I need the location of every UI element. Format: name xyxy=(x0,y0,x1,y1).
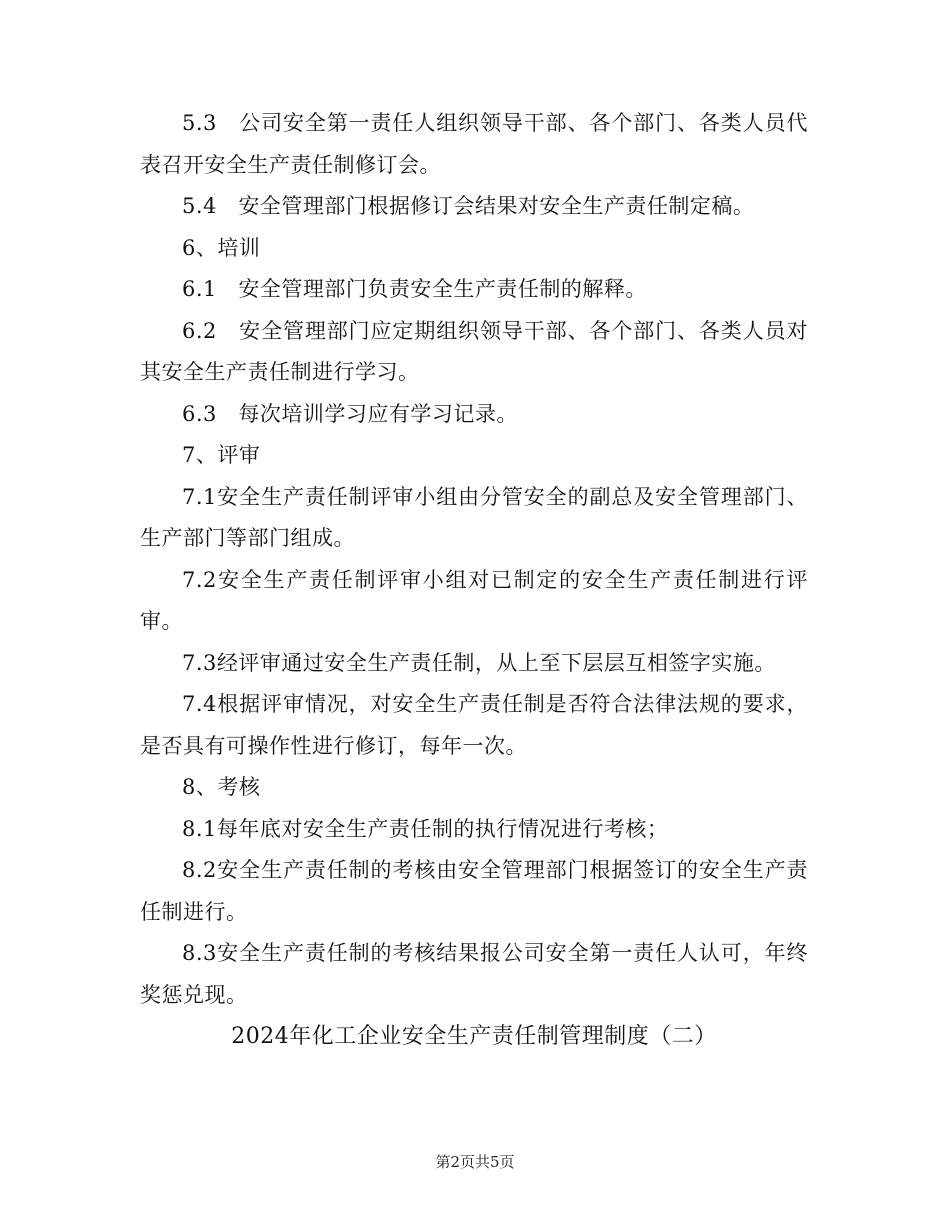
paragraph-7-2: 7.2安全生产责任制评审小组对已制定的安全生产责任制进行评审。 xyxy=(140,567,808,633)
section-title: 2024年化工企业安全生产责任制管理制度（二） xyxy=(231,1024,717,1049)
paragraph-6-3: 6.3 每次培训学习应有学习记录。 xyxy=(182,401,518,426)
heading-training: 6、培训 xyxy=(182,235,261,260)
paragraph-7-1: 7.1安全生产责任制评审小组由分管安全的副总及安全管理部门、生产部门等部门组成。 xyxy=(140,484,808,550)
paragraph-8-2: 8.2安全生产责任制的考核由安全管理部门根据签订的安全生产责任制进行。 xyxy=(140,858,808,924)
page-indicator: 第2页共5页 xyxy=(435,1153,515,1171)
paragraph-8-3: 8.3安全生产责任制的考核结果报公司安全第一责任人认可，年终奖惩兑现。 xyxy=(140,941,808,1007)
paragraph-5-4: 5.4 安全管理部门根据修订会结果对安全生产责任制定稿。 xyxy=(182,194,755,218)
heading-review: 7、评审 xyxy=(182,443,261,467)
heading-assessment: 8、考核 xyxy=(182,775,261,799)
paragraph-7-4: 7.4根据评审情况，对安全生产责任制是否符合法律法规的要求，是否具有可操作性进行修订，每年一次。 xyxy=(140,692,808,758)
document-body xyxy=(140,103,808,1058)
paragraph-6-1: 6.1 安全管理部门负责安全生产责任制的解释。 xyxy=(182,277,647,301)
paragraph-6-2: 6.2 安全管理部门应定期组织领导干部、各个部门、各类人员对其安全生产责任制进行学习。 xyxy=(140,318,808,384)
paragraph-5-3: 5.3 公司安全第一责任人组织领导干部、各个部门、各类人员代表召开安全生产责任制修订会。 xyxy=(140,111,808,177)
paragraph-8-1: 8.1每年底对安全生产责任制的执行情况进行考核； xyxy=(182,816,669,841)
paragraph-7-3: 7.3经评审通过安全生产责任制，从上至下层层互相签字实施。 xyxy=(182,650,776,675)
